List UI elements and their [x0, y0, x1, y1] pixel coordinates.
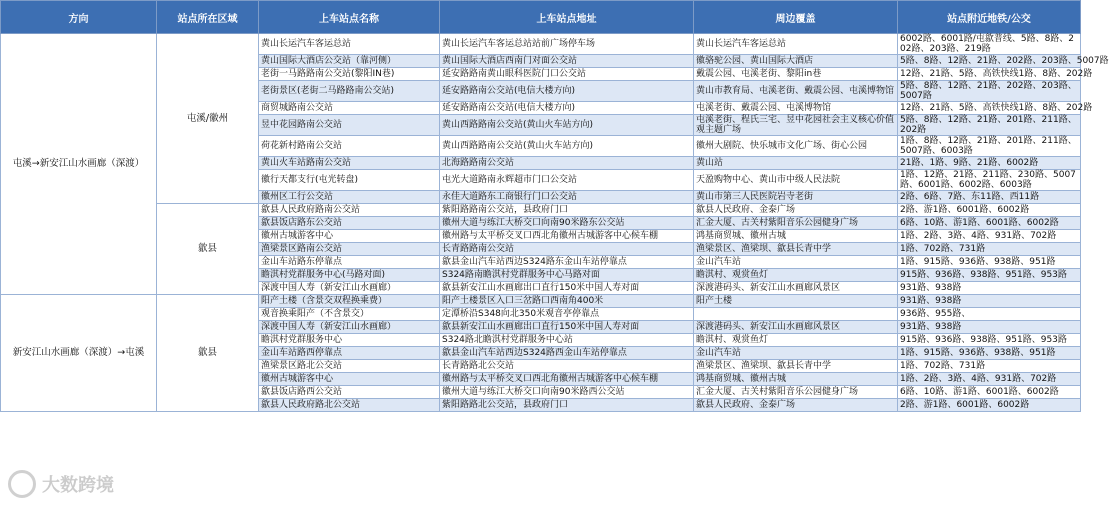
stop-address-cell: 歙县金山汽车站西边S324路东金山车站停靠点	[440, 256, 694, 269]
coverage-cell: 屯溪老街、程氏三宅、昱中花园社会主义核心价值观主题广场	[694, 115, 898, 136]
transit-cell: 5路、8路、12路、21路、201路、211路、202路	[898, 115, 1081, 136]
stop-address-cell: 北海路路南公交站	[440, 157, 694, 170]
stop-name-cell: 昱中花园路南公交站	[259, 115, 440, 136]
coverage-cell: 阳产土楼	[694, 295, 898, 308]
stop-name-cell: 商贸城路南公交站	[259, 102, 440, 115]
stop-address-cell: 徽州大道与练江大桥交口向南90米路西公交站	[440, 386, 694, 399]
transit-cell: 1路、915路、936路、938路、951路	[898, 347, 1081, 360]
table-row	[1, 34, 1081, 55]
stop-name-cell: 黄山国际大酒店公交站（靠河侧）	[259, 55, 440, 68]
stop-address-cell: 长青路路南公交站	[440, 243, 694, 256]
stop-address-cell: 歙县新安江山水画廊出口直行150米中国人寿对面	[440, 282, 694, 295]
stop-name-cell: 歙县饭店路东公交站	[259, 217, 440, 230]
stop-address-cell: 紫阳路路北公交站，县政府门口	[440, 399, 694, 412]
area-cell: 屯溪/徽州	[157, 34, 259, 204]
transit-cell: 936路、955路、	[898, 308, 1081, 321]
stop-address-cell: 黄山西路路南公交站(黄山火车站方向)	[440, 115, 694, 136]
transit-cell: 12路、21路、5路、高铁快线1路、8路、202路	[898, 102, 1081, 115]
transit-cell: 5路、8路、12路、21路、202路、203路、5007路	[898, 55, 1081, 68]
table-row	[1, 295, 1081, 308]
stop-name-cell: 荷花新村路南公交站	[259, 136, 440, 157]
transit-cell: 5路、8路、12路、21路、202路、203路、5007路	[898, 81, 1081, 102]
transit-cell: 2路、游1路、6001路、6002路	[898, 204, 1081, 217]
stop-name-cell: 老街一马路路南公交站(黎阳IN巷)	[259, 68, 440, 81]
transit-cell: 21路、1路、9路、21路、6002路	[898, 157, 1081, 170]
coverage-cell: 渔梁景区、渔梁坝、歙县长青中学	[694, 243, 898, 256]
transit-cell: 1路、12路、21路、211路、230路、5007路、6001路、6002路、6003路	[898, 170, 1081, 191]
coverage-cell: 戴震公园、屯溪老街、黎阳in巷	[694, 68, 898, 81]
header-stop-address: 上车站点地址	[440, 1, 694, 34]
watermark-logo	[8, 470, 158, 500]
coverage-cell: 黄山市第三人民医院岩寺老街	[694, 191, 898, 204]
coverage-cell: 深渡港码头、新安江山水画廊风景区	[694, 282, 898, 295]
stop-name-cell: 金山车站路西停靠点	[259, 347, 440, 360]
stop-address-cell: S324路南瞻淇村党群服务中心马路对面	[440, 269, 694, 282]
table-header-row	[1, 1, 1081, 34]
stop-name-cell: 歙县人民政府路北公交站	[259, 399, 440, 412]
stop-name-cell: 歙县饭店路西公交站	[259, 386, 440, 399]
coverage-cell: 歙县人民政府、金泰广场	[694, 204, 898, 217]
stop-name-cell: 歙县人民政府路南公交站	[259, 204, 440, 217]
coverage-cell: 黄山市教育局、屯溪老街、戴震公园、屯溪博物馆	[694, 81, 898, 102]
coverage-cell: 天盈购物中心、黄山市中级人民法院	[694, 170, 898, 191]
area-cell: 歙县	[157, 204, 259, 295]
coverage-cell	[694, 308, 898, 321]
stop-address-cell: 屯光大道路南永辉超市门口公交站	[440, 170, 694, 191]
stop-name-cell: 瞻淇村党群服务中心(马路对面)	[259, 269, 440, 282]
stop-address-cell: 徽州路与太平桥交叉口西北角徽州古城游客中心候车棚	[440, 373, 694, 386]
watermark-icon	[8, 470, 36, 498]
header-coverage: 周边覆盖	[694, 1, 898, 34]
transit-cell: 1路、915路、936路、938路、951路	[898, 256, 1081, 269]
stop-name-cell: 深渡中国人寿（新安江山水画廊）	[259, 321, 440, 334]
stop-address-cell: 徽州大道与练江大桥交口向南90米路东公交站	[440, 217, 694, 230]
direction-cell: 屯溪→新安江山水画廊（深渡）	[1, 34, 157, 295]
stop-name-cell: 金山车站路东停靠点	[259, 256, 440, 269]
coverage-cell: 黄山站	[694, 157, 898, 170]
stop-name-cell: 阳产土楼（含景交双程换乘费）	[259, 295, 440, 308]
coverage-cell: 金山汽车站	[694, 347, 898, 360]
stop-name-cell: 徽州古城游客中心	[259, 373, 440, 386]
header-transit: 站点附近地铁/公交	[898, 1, 1081, 34]
stop-address-cell: 黄山长运汽车客运总站站前广场停车场	[440, 34, 694, 55]
stop-address-cell: 歙县金山汽车站西边S324路西金山车站停靠点	[440, 347, 694, 360]
stop-name-cell: 观音换乘阳产（不含景交）	[259, 308, 440, 321]
stop-address-cell: 黄山西路路南公交站(黄山火车站方向)	[440, 136, 694, 157]
table-row	[1, 204, 1081, 217]
header-direction: 方向	[1, 1, 157, 34]
stop-address-cell: 永佳大道路东工商银行门口公交站	[440, 191, 694, 204]
coverage-cell: 渔梁景区、渔梁坝、歙县长青中学	[694, 360, 898, 373]
coverage-cell: 徽州大剧院、快乐城市文化广场、街心公园	[694, 136, 898, 157]
direction-cell: 新安江山水画廊（深渡）→屯溪	[1, 295, 157, 412]
header-stop-name: 上车站点名称	[259, 1, 440, 34]
stop-name-cell: 徽行天都支行(屯光转盘)	[259, 170, 440, 191]
stop-address-cell: 歙县新安江山水画廊出口直行150米中国人寿对面	[440, 321, 694, 334]
transit-cell: 2路、6路、7路、东11路、西11路	[898, 191, 1081, 204]
stop-address-cell: 延安路路南黄山眼科医院门口公交站	[440, 68, 694, 81]
stop-address-cell: 徽州路与太平桥交叉口西北角徽州古城游客中心候车棚	[440, 230, 694, 243]
coverage-cell: 瞻淇村、观赏鱼灯	[694, 334, 898, 347]
stop-name-cell: 徽州古城游客中心	[259, 230, 440, 243]
transit-cell: 931路、938路	[898, 282, 1081, 295]
watermark-text: 大数跨境	[42, 475, 114, 496]
transit-cell: 1路、2路、3路、4路、931路、702路	[898, 373, 1081, 386]
stop-address-cell: 长青路路北公交站	[440, 360, 694, 373]
coverage-cell: 汇金大厦、古关村紫阳音乐公园健身广场	[694, 386, 898, 399]
stop-name-cell: 瞻淇村党群服务中心	[259, 334, 440, 347]
header-area: 站点所在区域	[157, 1, 259, 34]
stop-address-cell: 紫阳路路南公交站，县政府门口	[440, 204, 694, 217]
transit-cell: 2路、游1路、6001路、6002路	[898, 399, 1081, 412]
transit-cell: 6路、10路、游1路、6001路、6002路	[898, 386, 1081, 399]
stop-address-cell: 定潭桥沿S348向北350米观音亭停靠点	[440, 308, 694, 321]
coverage-cell: 汇金大厦、古关村紫阳音乐公园健身广场	[694, 217, 898, 230]
transit-cell: 931路、938路	[898, 321, 1081, 334]
transit-cell: 12路、21路、5路、高铁快线1路、8路、202路	[898, 68, 1081, 81]
coverage-cell: 屯溪老街、戴震公园、屯溪博物馆	[694, 102, 898, 115]
stop-name-cell: 黄山火车站路南公交站	[259, 157, 440, 170]
transit-cell: 915路、936路、938路、951路、953路	[898, 269, 1081, 282]
stop-address-cell: 阳产土楼景区入口三岔路口西南角400米	[440, 295, 694, 308]
stop-address-cell: 延安路路南公交站(电信大楼方向)	[440, 102, 694, 115]
transit-cell: 1路、8路、12路、21路、201路、211路、5007路、6003路	[898, 136, 1081, 157]
coverage-cell: 瞻淇村、观赏鱼灯	[694, 269, 898, 282]
coverage-cell: 深渡港码头、新安江山水画廊风景区	[694, 321, 898, 334]
coverage-cell: 鸿基商贸城、徽州古城	[694, 373, 898, 386]
coverage-cell: 徽骆驼公园、黄山国际大酒店	[694, 55, 898, 68]
stop-name-cell: 深渡中国人寿（新安江山水画廊）	[259, 282, 440, 295]
coverage-cell: 鸿基商贸城、徽州古城	[694, 230, 898, 243]
transit-cell: 915路、936路、938路、951路、953路	[898, 334, 1081, 347]
stop-name-cell: 黄山长运汽车客运总站	[259, 34, 440, 55]
transit-cell: 1路、702路、731路	[898, 243, 1081, 256]
transit-cell: 1路、702路、731路	[898, 360, 1081, 373]
stop-address-cell: 延安路路南公交站(电信大楼方向)	[440, 81, 694, 102]
stop-address-cell: 黄山国际大酒店西南门对面公交站	[440, 55, 694, 68]
area-cell: 歙县	[157, 295, 259, 412]
coverage-cell: 歙县人民政府、金泰广场	[694, 399, 898, 412]
stop-name-cell: 渔梁景区路南公交站	[259, 243, 440, 256]
coverage-cell: 金山汽车站	[694, 256, 898, 269]
transit-cell: 6路、10路、游1路、6001路、6002路	[898, 217, 1081, 230]
stop-name-cell: 老街景区(老街二马路路南公交站)	[259, 81, 440, 102]
stop-address-cell: S324路北瞻淇村党群服务中心站	[440, 334, 694, 347]
stop-name-cell: 徽州区工行公交站	[259, 191, 440, 204]
stop-name-cell: 渔梁景区路北公交站	[259, 360, 440, 373]
transit-cell: 1路、2路、3路、4路、931路、702路	[898, 230, 1081, 243]
transit-cell: 6002路、6001路/屯歙普线、5路、8路、202路、203路、219路	[898, 34, 1081, 55]
coverage-cell: 黄山长运汽车客运总站	[694, 34, 898, 55]
transit-cell: 931路、938路	[898, 295, 1081, 308]
